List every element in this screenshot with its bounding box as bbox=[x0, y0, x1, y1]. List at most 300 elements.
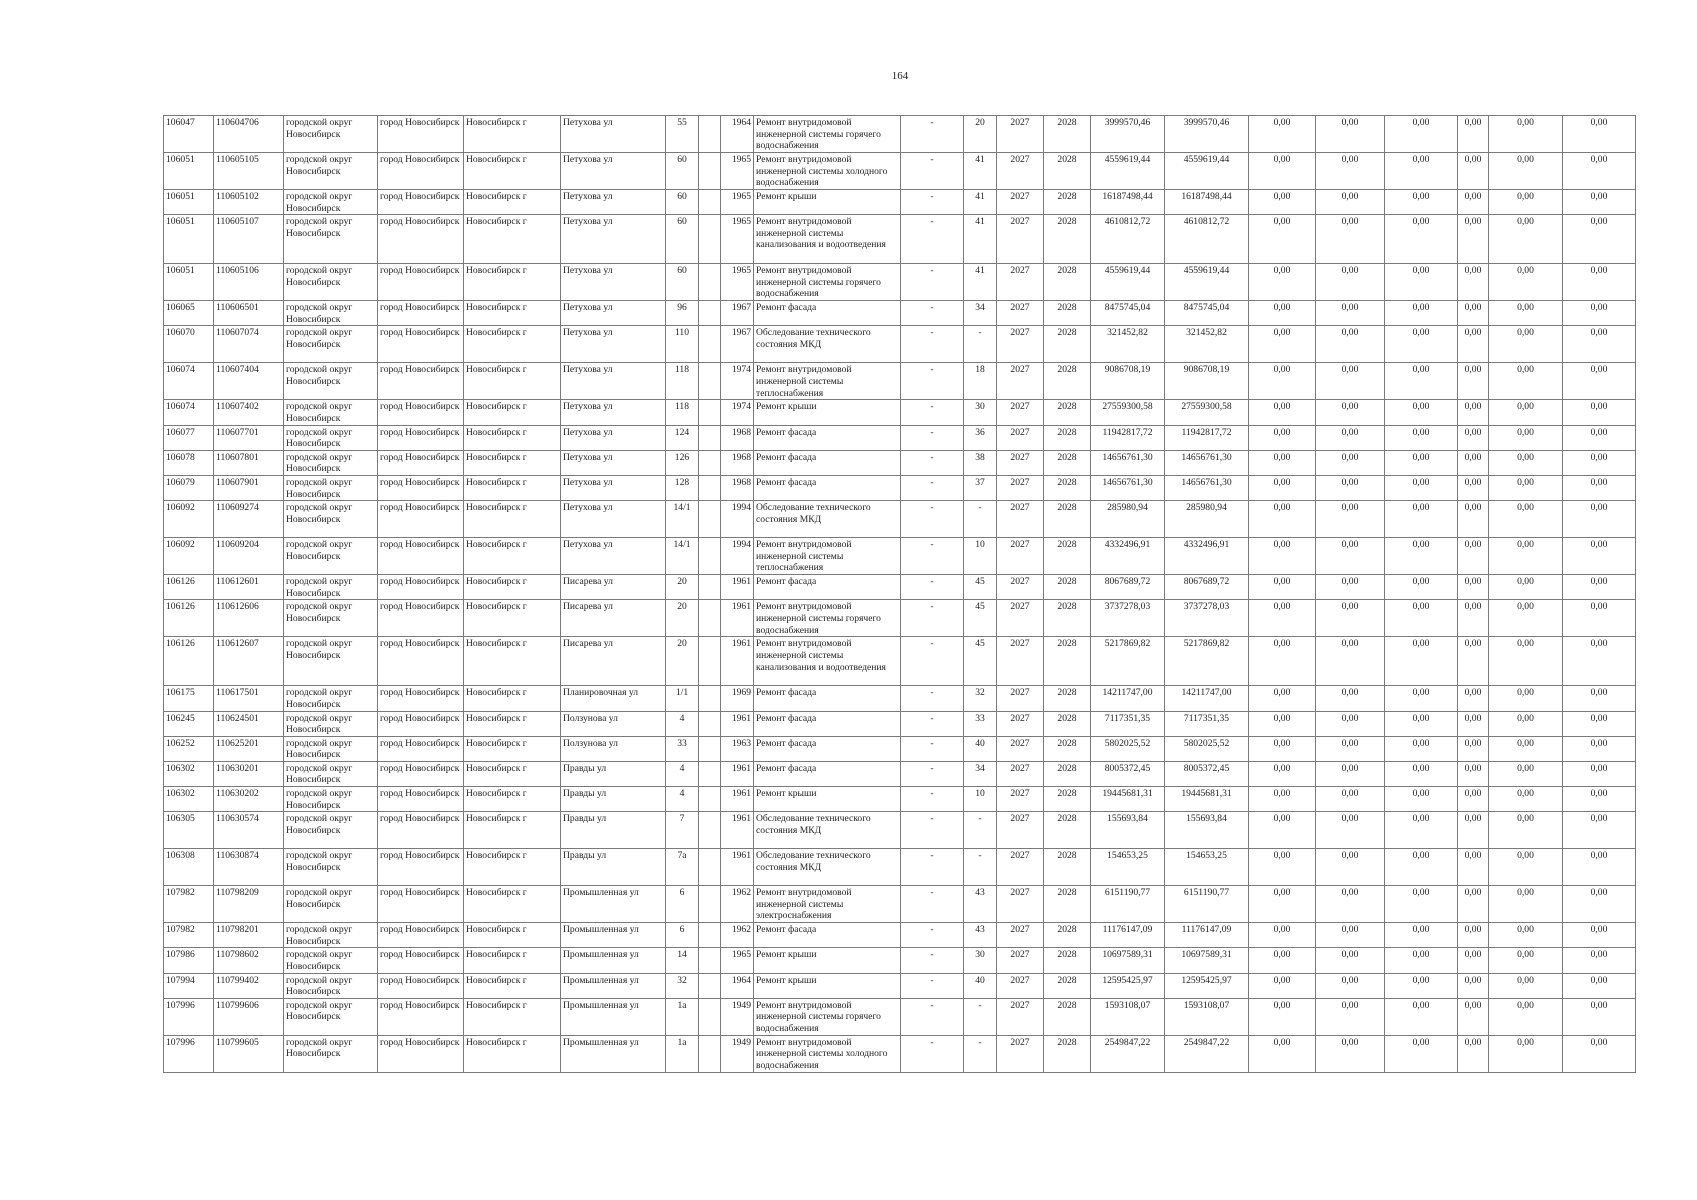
house-number-cell: 6 bbox=[666, 923, 699, 948]
build-year-cell: 1994 bbox=[721, 538, 754, 575]
table-row bbox=[164, 787, 1636, 812]
end-year-cell: 2028 bbox=[1044, 575, 1091, 600]
district-cell: городской округ Новосибирск bbox=[284, 849, 378, 886]
zero-amount-cell: 0,00 bbox=[1458, 264, 1489, 301]
count-cell: 32 bbox=[964, 686, 997, 711]
zero-amount-cell: 0,00 bbox=[1316, 326, 1385, 363]
fund-cost-cell: 7117351,35 bbox=[1165, 711, 1249, 736]
object-id-cell: 106070 bbox=[164, 326, 214, 363]
object-id-cell: 106126 bbox=[164, 637, 214, 686]
city-cell: город Новосибирск bbox=[378, 812, 464, 849]
building-cell bbox=[699, 575, 721, 600]
city-cell: город Новосибирск bbox=[378, 153, 464, 190]
count-cell: 45 bbox=[964, 575, 997, 600]
zero-amount-cell: 0,00 bbox=[1563, 116, 1636, 153]
zero-amount-cell: 0,00 bbox=[1489, 849, 1563, 886]
fund-cost-cell: 8005372,45 bbox=[1165, 761, 1249, 786]
table-row bbox=[164, 711, 1636, 736]
end-year-cell: 2028 bbox=[1044, 538, 1091, 575]
zero-amount-cell: 0,00 bbox=[1489, 600, 1563, 637]
zero-amount-cell: 0,00 bbox=[1563, 475, 1636, 500]
work-type-cell: Ремонт крыши bbox=[754, 787, 901, 812]
settlement-cell: Новосибирск г bbox=[464, 363, 561, 400]
count-cell: 40 bbox=[964, 736, 997, 761]
start-year-cell: 2027 bbox=[997, 363, 1044, 400]
zero-amount-cell: 0,00 bbox=[1489, 711, 1563, 736]
zero-amount-cell: 0,00 bbox=[1316, 637, 1385, 686]
district-cell: городской округ Новосибирск bbox=[284, 1035, 378, 1072]
zero-amount-cell: 0,00 bbox=[1249, 215, 1316, 264]
zero-amount-cell: 0,00 bbox=[1385, 849, 1458, 886]
dash-cell: - bbox=[901, 948, 964, 973]
total-cost-cell: 5802025,52 bbox=[1091, 736, 1165, 761]
start-year-cell: 2027 bbox=[997, 973, 1044, 998]
street-cell: Петухова ул bbox=[561, 475, 666, 500]
total-cost-cell: 14656761,30 bbox=[1091, 475, 1165, 500]
work-type-cell: Обследование технического состояния МКД bbox=[754, 326, 901, 363]
building-cell bbox=[699, 190, 721, 215]
work-code-cell: 110605102 bbox=[214, 190, 284, 215]
build-year-cell: 1964 bbox=[721, 973, 754, 998]
count-cell: 41 bbox=[964, 190, 997, 215]
work-code-cell: 110606501 bbox=[214, 301, 284, 326]
work-code-cell: 110607074 bbox=[214, 326, 284, 363]
zero-amount-cell: 0,00 bbox=[1316, 787, 1385, 812]
build-year-cell: 1994 bbox=[721, 501, 754, 538]
zero-amount-cell: 0,00 bbox=[1385, 538, 1458, 575]
build-year-cell: 1962 bbox=[721, 886, 754, 923]
table-row bbox=[164, 886, 1636, 923]
work-code-cell: 110798602 bbox=[214, 948, 284, 973]
zero-amount-cell: 0,00 bbox=[1249, 425, 1316, 450]
building-cell bbox=[699, 153, 721, 190]
house-number-cell: 60 bbox=[666, 215, 699, 264]
end-year-cell: 2028 bbox=[1044, 923, 1091, 948]
settlement-cell: Новосибирск г bbox=[464, 475, 561, 500]
object-id-cell: 106092 bbox=[164, 538, 214, 575]
build-year-cell: 1965 bbox=[721, 948, 754, 973]
zero-amount-cell: 0,00 bbox=[1458, 363, 1489, 400]
street-cell: Петухова ул bbox=[561, 264, 666, 301]
fund-cost-cell: 1593108,07 bbox=[1165, 998, 1249, 1035]
street-cell: Петухова ул bbox=[561, 153, 666, 190]
zero-amount-cell: 0,00 bbox=[1249, 116, 1316, 153]
build-year-cell: 1967 bbox=[721, 301, 754, 326]
zero-amount-cell: 0,00 bbox=[1489, 425, 1563, 450]
total-cost-cell: 154653,25 bbox=[1091, 849, 1165, 886]
settlement-cell: Новосибирск г bbox=[464, 501, 561, 538]
work-code-cell: 110604706 bbox=[214, 116, 284, 153]
count-cell: 34 bbox=[964, 761, 997, 786]
object-id-cell: 107994 bbox=[164, 973, 214, 998]
dash-cell: - bbox=[901, 190, 964, 215]
zero-amount-cell: 0,00 bbox=[1458, 326, 1489, 363]
table-row bbox=[164, 190, 1636, 215]
work-type-cell: Ремонт фасада bbox=[754, 301, 901, 326]
settlement-cell: Новосибирск г bbox=[464, 686, 561, 711]
count-cell: - bbox=[964, 812, 997, 849]
zero-amount-cell: 0,00 bbox=[1316, 264, 1385, 301]
settlement-cell: Новосибирск г bbox=[464, 326, 561, 363]
table-row bbox=[164, 1035, 1636, 1072]
zero-amount-cell: 0,00 bbox=[1385, 475, 1458, 500]
house-number-cell: 4 bbox=[666, 761, 699, 786]
work-type-cell: Ремонт фасада bbox=[754, 450, 901, 475]
build-year-cell: 1969 bbox=[721, 686, 754, 711]
fund-cost-cell: 4559619,44 bbox=[1165, 153, 1249, 190]
work-code-cell: 110607701 bbox=[214, 425, 284, 450]
zero-amount-cell: 0,00 bbox=[1385, 787, 1458, 812]
total-cost-cell: 8475745,04 bbox=[1091, 301, 1165, 326]
table-row bbox=[164, 301, 1636, 326]
zero-amount-cell: 0,00 bbox=[1385, 215, 1458, 264]
zero-amount-cell: 0,00 bbox=[1316, 475, 1385, 500]
start-year-cell: 2027 bbox=[997, 787, 1044, 812]
zero-amount-cell: 0,00 bbox=[1385, 948, 1458, 973]
object-id-cell: 106078 bbox=[164, 450, 214, 475]
district-cell: городской округ Новосибирск bbox=[284, 637, 378, 686]
zero-amount-cell: 0,00 bbox=[1316, 923, 1385, 948]
zero-amount-cell: 0,00 bbox=[1489, 116, 1563, 153]
zero-amount-cell: 0,00 bbox=[1385, 761, 1458, 786]
table-row bbox=[164, 538, 1636, 575]
district-cell: городской округ Новосибирск bbox=[284, 711, 378, 736]
house-number-cell: 4 bbox=[666, 787, 699, 812]
table-row bbox=[164, 153, 1636, 190]
zero-amount-cell: 0,00 bbox=[1563, 326, 1636, 363]
zero-amount-cell: 0,00 bbox=[1458, 923, 1489, 948]
zero-amount-cell: 0,00 bbox=[1385, 400, 1458, 425]
building-cell bbox=[699, 301, 721, 326]
work-type-cell: Ремонт внутридомовой инженерной системы горячего водоснабжения bbox=[754, 116, 901, 153]
build-year-cell: 1965 bbox=[721, 264, 754, 301]
zero-amount-cell: 0,00 bbox=[1458, 998, 1489, 1035]
zero-amount-cell: 0,00 bbox=[1385, 886, 1458, 923]
zero-amount-cell: 0,00 bbox=[1249, 501, 1316, 538]
start-year-cell: 2027 bbox=[997, 812, 1044, 849]
district-cell: городской округ Новосибирск bbox=[284, 400, 378, 425]
fund-cost-cell: 11176147,09 bbox=[1165, 923, 1249, 948]
street-cell: Петухова ул bbox=[561, 501, 666, 538]
zero-amount-cell: 0,00 bbox=[1249, 948, 1316, 973]
count-cell: 41 bbox=[964, 153, 997, 190]
build-year-cell: 1961 bbox=[721, 761, 754, 786]
object-id-cell: 106074 bbox=[164, 400, 214, 425]
work-type-cell: Ремонт фасада bbox=[754, 686, 901, 711]
settlement-cell: Новосибирск г bbox=[464, 153, 561, 190]
zero-amount-cell: 0,00 bbox=[1489, 686, 1563, 711]
zero-amount-cell: 0,00 bbox=[1563, 761, 1636, 786]
zero-amount-cell: 0,00 bbox=[1249, 600, 1316, 637]
work-code-cell: 110617501 bbox=[214, 686, 284, 711]
zero-amount-cell: 0,00 bbox=[1458, 600, 1489, 637]
street-cell: Промышленная ул bbox=[561, 1035, 666, 1072]
city-cell: город Новосибирск bbox=[378, 736, 464, 761]
zero-amount-cell: 0,00 bbox=[1563, 301, 1636, 326]
zero-amount-cell: 0,00 bbox=[1489, 886, 1563, 923]
total-cost-cell: 5217869,82 bbox=[1091, 637, 1165, 686]
building-cell bbox=[699, 923, 721, 948]
table-row bbox=[164, 425, 1636, 450]
building-cell bbox=[699, 264, 721, 301]
dash-cell: - bbox=[901, 736, 964, 761]
zero-amount-cell: 0,00 bbox=[1563, 600, 1636, 637]
zero-amount-cell: 0,00 bbox=[1458, 425, 1489, 450]
city-cell: город Новосибирск bbox=[378, 849, 464, 886]
end-year-cell: 2028 bbox=[1044, 450, 1091, 475]
house-number-cell: 14/1 bbox=[666, 538, 699, 575]
count-cell: 45 bbox=[964, 600, 997, 637]
work-type-cell: Ремонт внутридомовой инженерной системы электроснабжения bbox=[754, 886, 901, 923]
table-row bbox=[164, 600, 1636, 637]
start-year-cell: 2027 bbox=[997, 686, 1044, 711]
page-number: 164 bbox=[891, 70, 909, 82]
zero-amount-cell: 0,00 bbox=[1563, 998, 1636, 1035]
city-cell: город Новосибирск bbox=[378, 326, 464, 363]
object-id-cell: 106175 bbox=[164, 686, 214, 711]
total-cost-cell: 4332496,91 bbox=[1091, 538, 1165, 575]
house-number-cell: 32 bbox=[666, 973, 699, 998]
zero-amount-cell: 0,00 bbox=[1385, 153, 1458, 190]
count-cell: 36 bbox=[964, 425, 997, 450]
zero-amount-cell: 0,00 bbox=[1563, 686, 1636, 711]
street-cell: Петухова ул bbox=[561, 190, 666, 215]
work-code-cell: 110612607 bbox=[214, 637, 284, 686]
count-cell: 41 bbox=[964, 264, 997, 301]
zero-amount-cell: 0,00 bbox=[1316, 849, 1385, 886]
start-year-cell: 2027 bbox=[997, 637, 1044, 686]
dash-cell: - bbox=[901, 998, 964, 1035]
zero-amount-cell: 0,00 bbox=[1489, 326, 1563, 363]
total-cost-cell: 12595425,97 bbox=[1091, 973, 1165, 998]
street-cell: Петухова ул bbox=[561, 400, 666, 425]
start-year-cell: 2027 bbox=[997, 190, 1044, 215]
zero-amount-cell: 0,00 bbox=[1563, 637, 1636, 686]
street-cell: Писарева ул bbox=[561, 600, 666, 637]
street-cell: Петухова ул bbox=[561, 215, 666, 264]
street-cell: Ползунова ул bbox=[561, 711, 666, 736]
work-type-cell: Ремонт внутридомовой инженерной системы канализования и водоотведения bbox=[754, 637, 901, 686]
zero-amount-cell: 0,00 bbox=[1316, 450, 1385, 475]
build-year-cell: 1961 bbox=[721, 575, 754, 600]
start-year-cell: 2027 bbox=[997, 923, 1044, 948]
object-id-cell: 106047 bbox=[164, 116, 214, 153]
table-row bbox=[164, 736, 1636, 761]
zero-amount-cell: 0,00 bbox=[1385, 190, 1458, 215]
fund-cost-cell: 321452,82 bbox=[1165, 326, 1249, 363]
zero-amount-cell: 0,00 bbox=[1563, 973, 1636, 998]
house-number-cell: 20 bbox=[666, 575, 699, 600]
zero-amount-cell: 0,00 bbox=[1489, 787, 1563, 812]
total-cost-cell: 19445681,31 bbox=[1091, 787, 1165, 812]
dash-cell: - bbox=[901, 264, 964, 301]
zero-amount-cell: 0,00 bbox=[1316, 1035, 1385, 1072]
zero-amount-cell: 0,00 bbox=[1489, 153, 1563, 190]
total-cost-cell: 9086708,19 bbox=[1091, 363, 1165, 400]
settlement-cell: Новосибирск г bbox=[464, 600, 561, 637]
zero-amount-cell: 0,00 bbox=[1489, 190, 1563, 215]
zero-amount-cell: 0,00 bbox=[1385, 736, 1458, 761]
zero-amount-cell: 0,00 bbox=[1489, 948, 1563, 973]
work-code-cell: 110799402 bbox=[214, 973, 284, 998]
zero-amount-cell: 0,00 bbox=[1563, 787, 1636, 812]
start-year-cell: 2027 bbox=[997, 886, 1044, 923]
end-year-cell: 2028 bbox=[1044, 761, 1091, 786]
zero-amount-cell: 0,00 bbox=[1385, 264, 1458, 301]
building-cell bbox=[699, 998, 721, 1035]
district-cell: городской округ Новосибирск bbox=[284, 736, 378, 761]
work-code-cell: 110630202 bbox=[214, 787, 284, 812]
zero-amount-cell: 0,00 bbox=[1249, 538, 1316, 575]
zero-amount-cell: 0,00 bbox=[1563, 948, 1636, 973]
zero-amount-cell: 0,00 bbox=[1458, 538, 1489, 575]
count-cell: 40 bbox=[964, 973, 997, 998]
zero-amount-cell: 0,00 bbox=[1316, 812, 1385, 849]
zero-amount-cell: 0,00 bbox=[1563, 575, 1636, 600]
object-id-cell: 106302 bbox=[164, 761, 214, 786]
object-id-cell: 107982 bbox=[164, 886, 214, 923]
dash-cell: - bbox=[901, 886, 964, 923]
count-cell: 34 bbox=[964, 301, 997, 326]
zero-amount-cell: 0,00 bbox=[1249, 973, 1316, 998]
zero-amount-cell: 0,00 bbox=[1249, 153, 1316, 190]
work-code-cell: 110799605 bbox=[214, 1035, 284, 1072]
house-number-cell: 124 bbox=[666, 425, 699, 450]
zero-amount-cell: 0,00 bbox=[1385, 1035, 1458, 1072]
end-year-cell: 2028 bbox=[1044, 475, 1091, 500]
total-cost-cell: 2549847,22 bbox=[1091, 1035, 1165, 1072]
work-code-cell: 110609204 bbox=[214, 538, 284, 575]
district-cell: городской округ Новосибирск bbox=[284, 116, 378, 153]
district-cell: городской округ Новосибирск bbox=[284, 501, 378, 538]
building-cell bbox=[699, 538, 721, 575]
work-type-cell: Ремонт фасада bbox=[754, 475, 901, 500]
end-year-cell: 2028 bbox=[1044, 849, 1091, 886]
settlement-cell: Новосибирск г bbox=[464, 812, 561, 849]
zero-amount-cell: 0,00 bbox=[1489, 761, 1563, 786]
city-cell: город Новосибирск bbox=[378, 475, 464, 500]
zero-amount-cell: 0,00 bbox=[1249, 923, 1316, 948]
zero-amount-cell: 0,00 bbox=[1489, 998, 1563, 1035]
district-cell: городской округ Новосибирск bbox=[284, 301, 378, 326]
start-year-cell: 2027 bbox=[997, 538, 1044, 575]
object-id-cell: 106305 bbox=[164, 812, 214, 849]
house-number-cell: 1а bbox=[666, 1035, 699, 1072]
table-row bbox=[164, 923, 1636, 948]
city-cell: город Новосибирск bbox=[378, 787, 464, 812]
total-cost-cell: 8067689,72 bbox=[1091, 575, 1165, 600]
table-row bbox=[164, 400, 1636, 425]
build-year-cell: 1961 bbox=[721, 711, 754, 736]
build-year-cell: 1968 bbox=[721, 425, 754, 450]
build-year-cell: 1964 bbox=[721, 116, 754, 153]
settlement-cell: Новосибирск г bbox=[464, 425, 561, 450]
fund-cost-cell: 3737278,03 bbox=[1165, 600, 1249, 637]
zero-amount-cell: 0,00 bbox=[1249, 886, 1316, 923]
zero-amount-cell: 0,00 bbox=[1489, 637, 1563, 686]
zero-amount-cell: 0,00 bbox=[1249, 787, 1316, 812]
fund-cost-cell: 154653,25 bbox=[1165, 849, 1249, 886]
object-id-cell: 106308 bbox=[164, 849, 214, 886]
build-year-cell: 1968 bbox=[721, 450, 754, 475]
total-cost-cell: 6151190,77 bbox=[1091, 886, 1165, 923]
object-id-cell: 106051 bbox=[164, 215, 214, 264]
zero-amount-cell: 0,00 bbox=[1249, 686, 1316, 711]
end-year-cell: 2028 bbox=[1044, 787, 1091, 812]
fund-cost-cell: 11942817,72 bbox=[1165, 425, 1249, 450]
settlement-cell: Новосибирск г bbox=[464, 301, 561, 326]
work-code-cell: 110607901 bbox=[214, 475, 284, 500]
zero-amount-cell: 0,00 bbox=[1563, 923, 1636, 948]
work-code-cell: 110607404 bbox=[214, 363, 284, 400]
end-year-cell: 2028 bbox=[1044, 264, 1091, 301]
zero-amount-cell: 0,00 bbox=[1316, 600, 1385, 637]
work-type-cell: Ремонт крыши bbox=[754, 190, 901, 215]
work-code-cell: 110605106 bbox=[214, 264, 284, 301]
work-type-cell: Ремонт крыши bbox=[754, 973, 901, 998]
building-cell bbox=[699, 116, 721, 153]
city-cell: город Новосибирск bbox=[378, 600, 464, 637]
district-cell: городской округ Новосибирск bbox=[284, 886, 378, 923]
start-year-cell: 2027 bbox=[997, 948, 1044, 973]
dash-cell: - bbox=[901, 637, 964, 686]
city-cell: город Новосибирск bbox=[378, 301, 464, 326]
zero-amount-cell: 0,00 bbox=[1385, 363, 1458, 400]
work-code-cell: 110630574 bbox=[214, 812, 284, 849]
street-cell: Петухова ул bbox=[561, 425, 666, 450]
fund-cost-cell: 4559619,44 bbox=[1165, 264, 1249, 301]
build-year-cell: 1965 bbox=[721, 190, 754, 215]
work-type-cell: Ремонт внутридомовой инженерной системы теплоснабжения bbox=[754, 538, 901, 575]
dash-cell: - bbox=[901, 425, 964, 450]
total-cost-cell: 155693,84 bbox=[1091, 812, 1165, 849]
city-cell: город Новосибирск bbox=[378, 923, 464, 948]
work-code-cell: 110625201 bbox=[214, 736, 284, 761]
zero-amount-cell: 0,00 bbox=[1385, 973, 1458, 998]
end-year-cell: 2028 bbox=[1044, 998, 1091, 1035]
total-cost-cell: 3999570,46 bbox=[1091, 116, 1165, 153]
object-id-cell: 107996 bbox=[164, 998, 214, 1035]
zero-amount-cell: 0,00 bbox=[1316, 425, 1385, 450]
city-cell: город Новосибирск bbox=[378, 425, 464, 450]
building-cell bbox=[699, 686, 721, 711]
zero-amount-cell: 0,00 bbox=[1489, 736, 1563, 761]
zero-amount-cell: 0,00 bbox=[1249, 363, 1316, 400]
fund-cost-cell: 8067689,72 bbox=[1165, 575, 1249, 600]
building-cell bbox=[699, 886, 721, 923]
building-cell bbox=[699, 948, 721, 973]
dash-cell: - bbox=[901, 849, 964, 886]
building-cell bbox=[699, 450, 721, 475]
house-number-cell: 1/1 bbox=[666, 686, 699, 711]
zero-amount-cell: 0,00 bbox=[1489, 538, 1563, 575]
start-year-cell: 2027 bbox=[997, 736, 1044, 761]
zero-amount-cell: 0,00 bbox=[1563, 736, 1636, 761]
street-cell: Промышленная ул bbox=[561, 973, 666, 998]
zero-amount-cell: 0,00 bbox=[1458, 787, 1489, 812]
build-year-cell: 1968 bbox=[721, 475, 754, 500]
zero-amount-cell: 0,00 bbox=[1458, 849, 1489, 886]
table-row bbox=[164, 761, 1636, 786]
total-cost-cell: 11942817,72 bbox=[1091, 425, 1165, 450]
zero-amount-cell: 0,00 bbox=[1316, 761, 1385, 786]
district-cell: городской округ Новосибирск bbox=[284, 264, 378, 301]
zero-amount-cell: 0,00 bbox=[1385, 600, 1458, 637]
zero-amount-cell: 0,00 bbox=[1458, 501, 1489, 538]
capital-repair-table bbox=[163, 115, 1636, 1073]
building-cell bbox=[699, 600, 721, 637]
zero-amount-cell: 0,00 bbox=[1249, 450, 1316, 475]
